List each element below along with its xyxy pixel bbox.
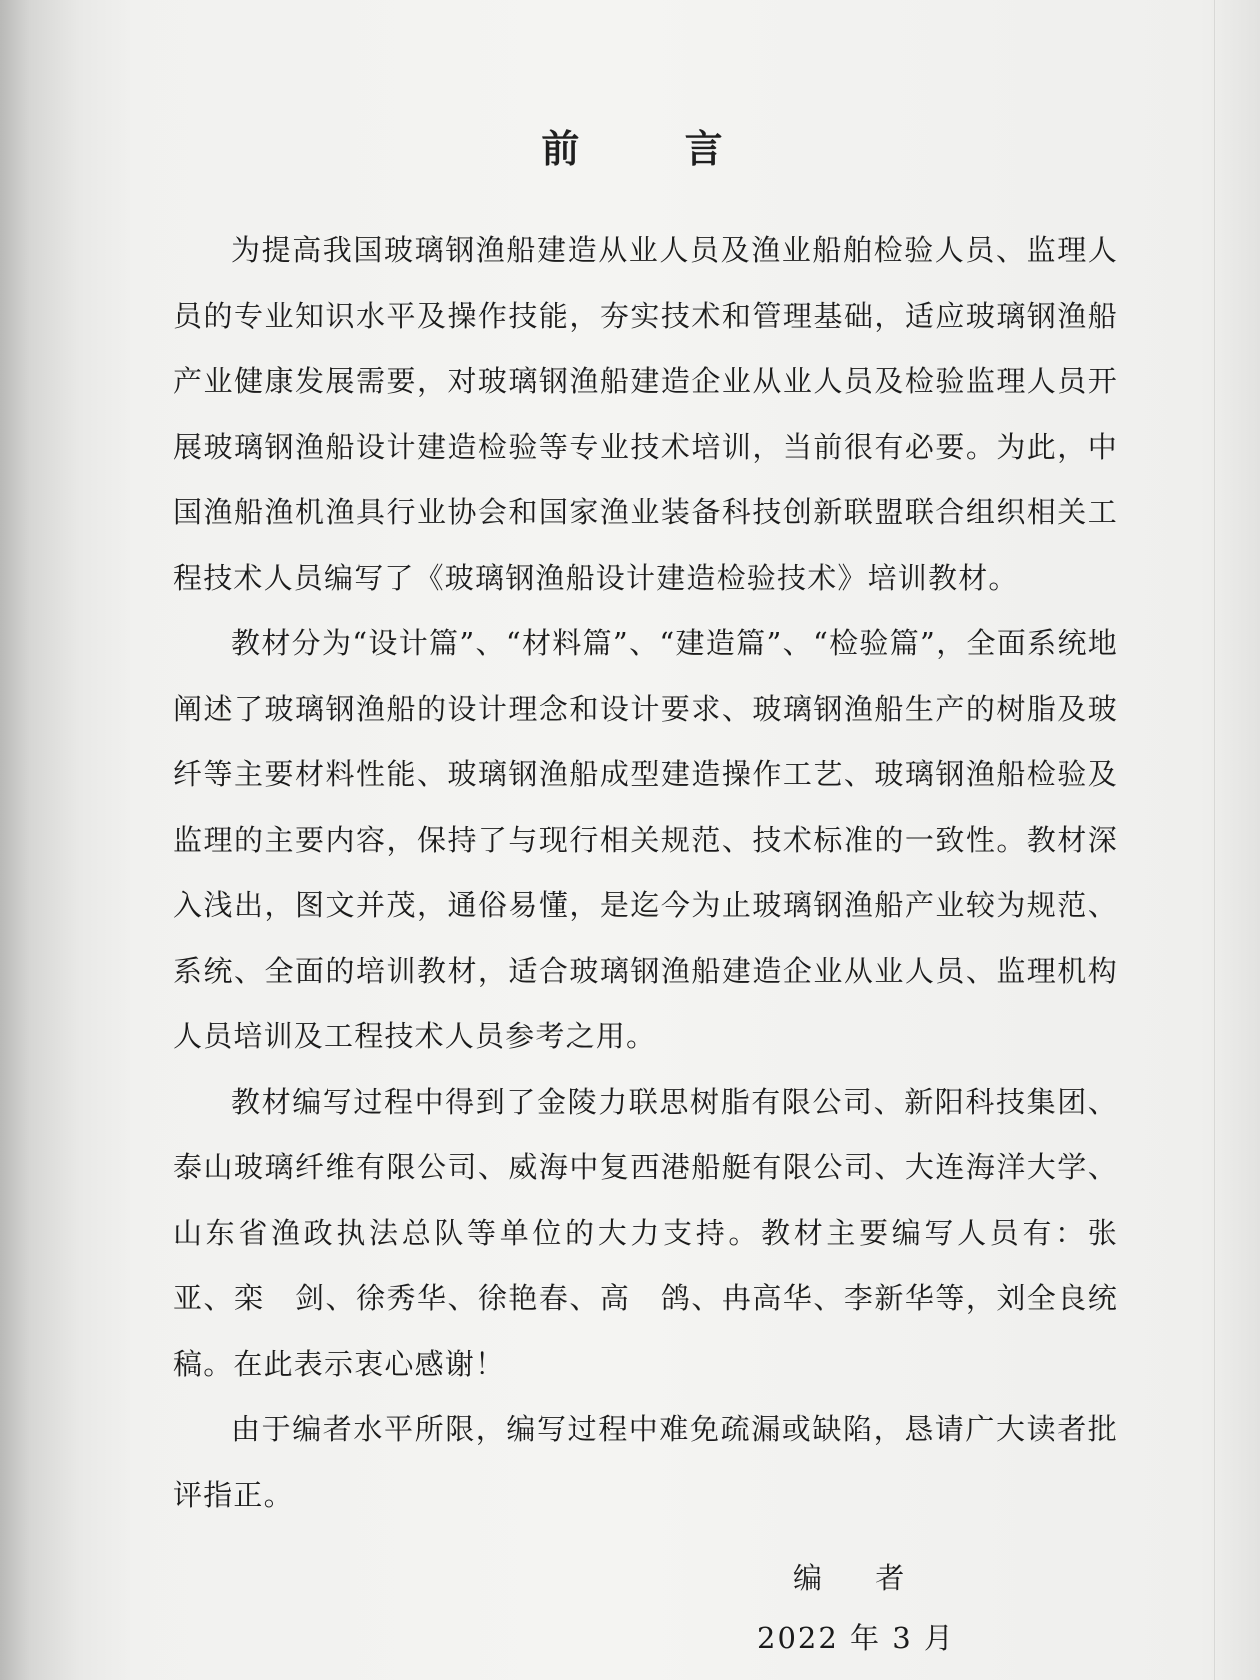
book-gutter-shadow: [0, 0, 130, 1680]
paragraph-purpose: 为提高我国玻璃钢渔船建造从业人员及渔业船舶检验人员、监理人员的专业知识水平及操作技能，夯实技术和管理基础，适应玻璃钢渔船产业健康发展需要，对玻璃钢渔船建造企业从业人员及检验监理人员开展玻璃钢渔船设计建造检验等专业技术培训，当前很有必要。为此，中国渔船渔机渔具行业协会和国家渔业装备科技创新联盟联合组织相关工程技术人员编写了《玻璃钢渔船设计建造检验技术》培训教材。: [173, 233, 1118, 595]
paragraph-acknowledgements: 教材编写过程中得到了金陵力联思树脂有限公司、新阳科技集团、泰山玻璃纤维有限公司、威海中复西港船艇有限公司、大连海洋大学、山东省渔政执法总队等单位的大力支持。教材主要编写人员有：张 亚、栾 剑、徐秀华、徐艳春、高 鸽、冉高华、李新华等，刘全良统稿。在此表示衷心感谢！: [173, 1084, 1149, 1381]
signature-date: 2022 年 3 月: [757, 1621, 955, 1655]
preface-page: [135, 0, 1175, 1680]
signature-author: 编 者: [793, 1561, 927, 1595]
next-page-edge: [1214, 0, 1260, 1680]
page-title: 前 言: [541, 127, 769, 171]
paragraph-closing: 由于编者水平所限，编写过程中难免疏漏或缺陷，恳请广大读者批评指正。: [173, 1412, 1118, 1512]
preface-body: [173, 218, 1149, 1528]
paragraph-contents: 教材分为“设计篇”、“材料篇”、“建造篇”、“检验篇”，全面系统地阐述了玻璃钢渔船的设计理念和设计要求、玻璃钢渔船生产的树脂及玻纤等主要材料性能、玻璃钢渔船成型建造操作工艺、玻璃钢渔船检验及监理的主要内容，保持了与现行相关规范、技术标准的一致性。教材深入浅出，图文并茂，通俗易懂，是迄今为止玻璃钢渔船产业较为规范、系统、全面的培训教材，适合玻璃钢渔船建造企业从业人员、监理机构人员培训及工程技术人员参考之用。: [173, 626, 1118, 1053]
